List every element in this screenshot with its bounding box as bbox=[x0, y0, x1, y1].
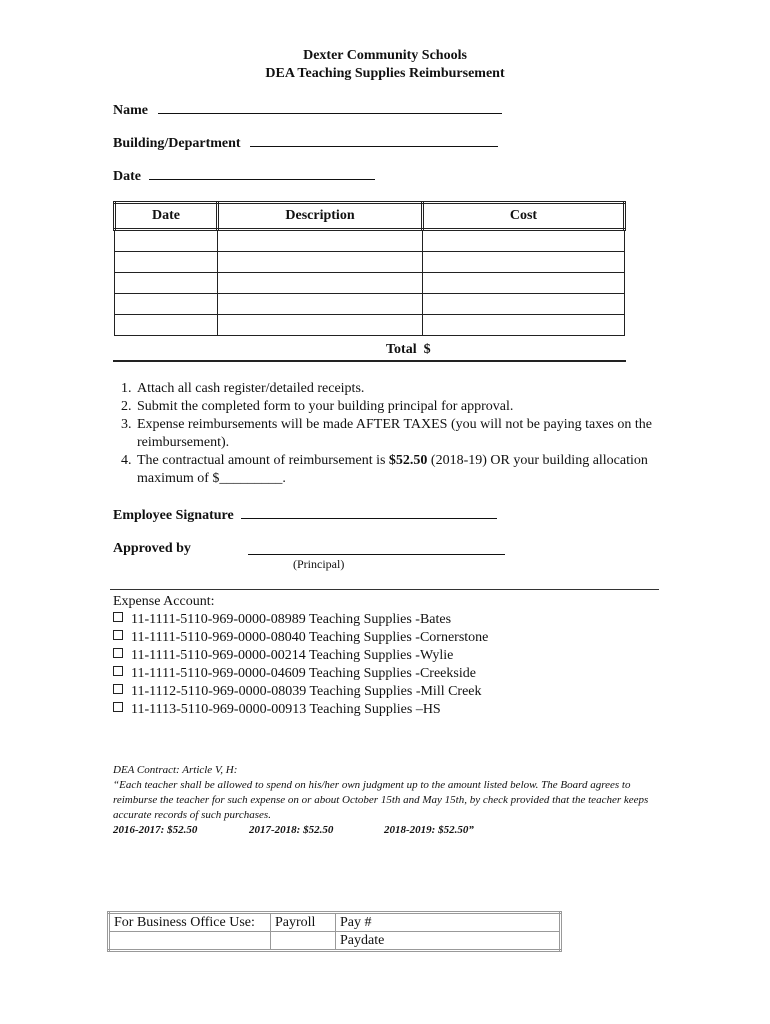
expense-account-text: 11-1112-5110-969-0000-08039 Teaching Supplies -Mill Creek bbox=[131, 684, 482, 699]
total-row bbox=[113, 340, 626, 362]
expense-account-heading: Expense Account: bbox=[113, 594, 215, 609]
instructions-list bbox=[113, 380, 683, 488]
form-title: DEA Teaching Supplies Reimbursement bbox=[265, 66, 505, 81]
contract-years bbox=[113, 823, 658, 838]
instruction-item: 3. Expense reimbursements will be made AFTER TAXES (you will not be paying taxes on the reimbursement). bbox=[135, 416, 683, 452]
contract-year-amount: 2018-2019: $52.50” bbox=[384, 824, 474, 836]
name-label: Name bbox=[113, 103, 148, 118]
description-cell[interactable] bbox=[218, 273, 423, 294]
business-office-label: For Business Office Use: bbox=[109, 913, 271, 932]
contract-year-amount: 2016-2017: $52.50 bbox=[113, 824, 198, 836]
checkbox-icon[interactable] bbox=[113, 630, 123, 640]
column-header-description: Description bbox=[218, 203, 423, 230]
name-line bbox=[158, 101, 502, 114]
checkbox-icon[interactable] bbox=[113, 666, 123, 676]
employee-signature-line bbox=[241, 506, 497, 519]
table-row bbox=[115, 273, 625, 294]
expense-account-text: 11-1111-5110-969-0000-08989 Teaching Supplies -Bates bbox=[131, 612, 452, 627]
checkbox-icon[interactable] bbox=[113, 702, 123, 712]
description-cell[interactable] bbox=[218, 230, 423, 252]
table-row bbox=[115, 230, 625, 252]
payroll-label: Payroll bbox=[271, 913, 336, 932]
paydate-label[interactable]: Paydate bbox=[336, 932, 561, 951]
expense-account-option[interactable] bbox=[113, 647, 488, 665]
date-cell[interactable] bbox=[115, 294, 218, 315]
checkbox-icon[interactable] bbox=[113, 612, 123, 622]
cost-cell[interactable] bbox=[423, 252, 625, 273]
expense-account-text: 11-1111-5110-969-0000-04609 Teaching Supplies -Creekside bbox=[131, 666, 476, 681]
principal-caption: (Principal) bbox=[293, 557, 345, 571]
contract-heading: DEA Contract: Article V, H: bbox=[113, 764, 238, 776]
pay-number-label[interactable]: Pay # bbox=[336, 913, 561, 932]
instruction-text: (2018-19) OR your building allocation maximum of $_________. bbox=[137, 453, 648, 486]
contract-quote: “Each teacher shall be allowed to spend on his/her own judgment up to the amount listed below. The Board agrees to reimburse the teacher for such expense on or about October 15th and May 15th, by check provided that the teacher keeps accurate records of such purchases. bbox=[113, 779, 649, 821]
table-row bbox=[115, 252, 625, 273]
expense-account-option[interactable] bbox=[113, 611, 488, 629]
date-line bbox=[149, 167, 375, 180]
instruction-item bbox=[135, 452, 683, 488]
building-line bbox=[250, 134, 498, 147]
divider bbox=[110, 589, 659, 590]
employee-signature-field[interactable] bbox=[113, 506, 497, 524]
expense-account-list bbox=[113, 611, 488, 719]
business-office-box bbox=[107, 911, 562, 952]
name-field[interactable] bbox=[113, 101, 502, 119]
expense-account-text: 11-1111-5110-969-0000-08040 Teaching Supplies -Cornerstone bbox=[131, 630, 489, 645]
date-label: Date bbox=[113, 169, 141, 184]
expense-account-text: 11-1113-5110-969-0000-00913 Teaching Supplies –HS bbox=[131, 702, 441, 717]
cost-cell[interactable] bbox=[423, 273, 625, 294]
date-cell[interactable] bbox=[115, 252, 218, 273]
contract-note bbox=[113, 763, 658, 838]
contract-year-amount: 2017-2018: $52.50 bbox=[249, 824, 334, 836]
description-cell[interactable] bbox=[218, 294, 423, 315]
table-row bbox=[115, 294, 625, 315]
employee-signature-label: Employee Signature bbox=[113, 508, 234, 523]
expense-account-option[interactable] bbox=[113, 629, 488, 647]
date-cell[interactable] bbox=[115, 230, 218, 252]
table-header-row bbox=[115, 203, 625, 230]
expense-account-option[interactable] bbox=[113, 665, 488, 683]
approved-by-label: Approved by bbox=[113, 541, 191, 556]
description-cell[interactable] bbox=[218, 252, 423, 273]
building-label: Building/Department bbox=[113, 136, 241, 151]
instruction-item: 1. Attach all cash register/detailed receipts. bbox=[135, 380, 683, 398]
column-header-cost: Cost bbox=[423, 203, 625, 230]
principal-signature-line[interactable] bbox=[248, 542, 505, 555]
expense-account-option[interactable] bbox=[113, 701, 488, 719]
reimbursement-amount: $52.50 bbox=[388, 453, 428, 468]
cost-cell[interactable] bbox=[423, 315, 625, 336]
description-cell[interactable] bbox=[218, 315, 423, 336]
checkbox-icon[interactable] bbox=[113, 684, 123, 694]
expense-account-text: 11-1111-5110-969-0000-00214 Teaching Supplies -Wylie bbox=[131, 648, 454, 663]
instruction-item: 2. Submit the completed form to your building principal for approval. bbox=[135, 398, 683, 416]
items-table bbox=[113, 201, 626, 336]
expense-account-option[interactable] bbox=[113, 683, 488, 701]
total-label: Total $ bbox=[386, 342, 431, 357]
date-cell[interactable] bbox=[115, 315, 218, 336]
date-cell[interactable] bbox=[115, 273, 218, 294]
checkbox-icon[interactable] bbox=[113, 648, 123, 658]
table-row bbox=[115, 315, 625, 336]
date-field[interactable] bbox=[113, 167, 375, 185]
empty-cell bbox=[109, 932, 271, 951]
empty-cell bbox=[271, 932, 336, 951]
org-name: Dexter Community Schools bbox=[303, 48, 467, 63]
cost-cell[interactable] bbox=[423, 230, 625, 252]
column-header-date: Date bbox=[115, 203, 218, 230]
cost-cell[interactable] bbox=[423, 294, 625, 315]
building-field[interactable] bbox=[113, 134, 498, 152]
instruction-text: The contractual amount of reimbursement is bbox=[137, 453, 389, 468]
